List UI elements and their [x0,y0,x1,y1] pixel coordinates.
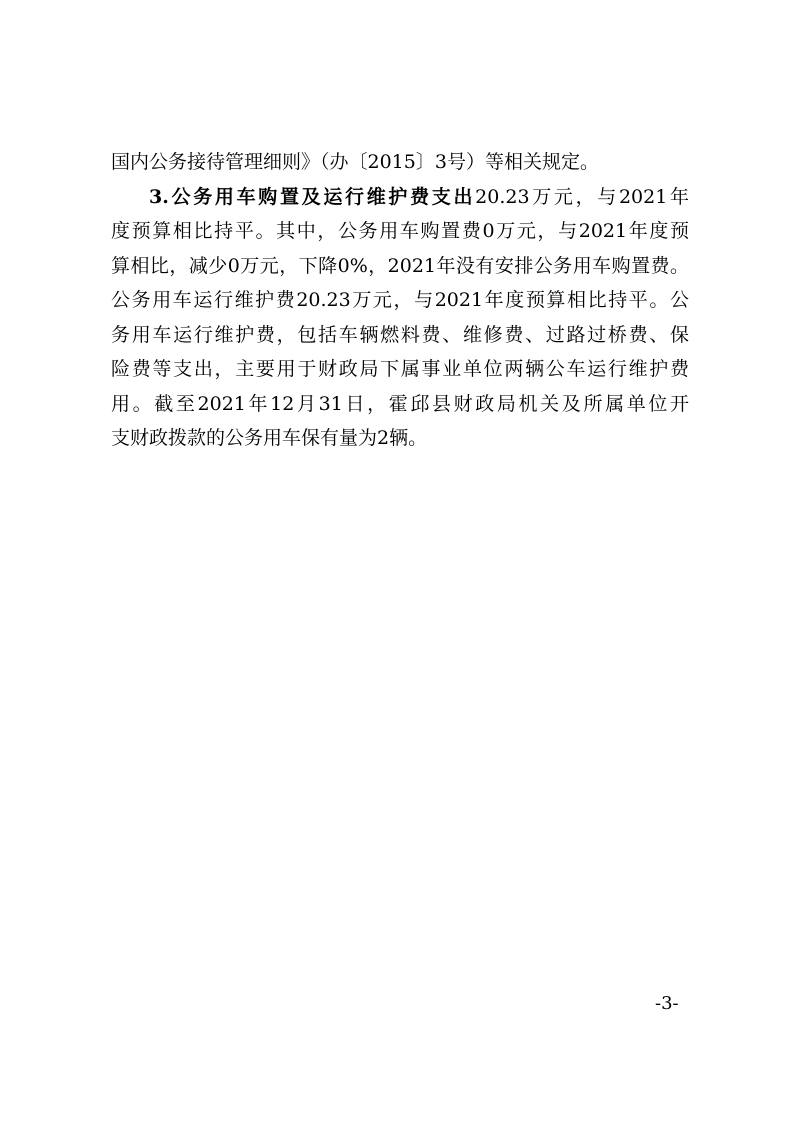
text-line-1: 国内公务接待管理细则》（办〔2015〕3号）等相关规定。 [111,151,599,173]
text-line-4: 算相比，减少0万元，下降0%，2021年没有安排公务用车购置费。 [111,254,689,277]
text-line-2 [111,180,689,215]
text-line-3: 度预算相比持平。其中，公务用车购置费0万元，与2021年度预 [111,220,689,242]
body-text [111,145,689,456]
text-line-6: 务用车运行维护费，包括车辆燃料费、维修费、过路过桥费、保 [111,323,689,346]
text-line-9: 支财政拨款的公务用车保有量为2辆。 [111,427,428,449]
text-line-7: 险费等支出，主要用于财政局下属事业单位两辆公车运行维护费 [111,358,689,380]
page-number: -3- [655,993,679,1014]
text-line-8: 用。截至2021年12月31日，霍邱县财政局机关及所属单位开 [111,392,689,415]
section-heading: 3.公务用车购置及运行维护费支出 [149,185,476,208]
section-heading-continuation: 20.23万元，与2021年 [475,185,690,208]
text-line-5: 公务用车运行维护费20.23万元，与2021年度预算相比持平。公 [111,289,689,311]
